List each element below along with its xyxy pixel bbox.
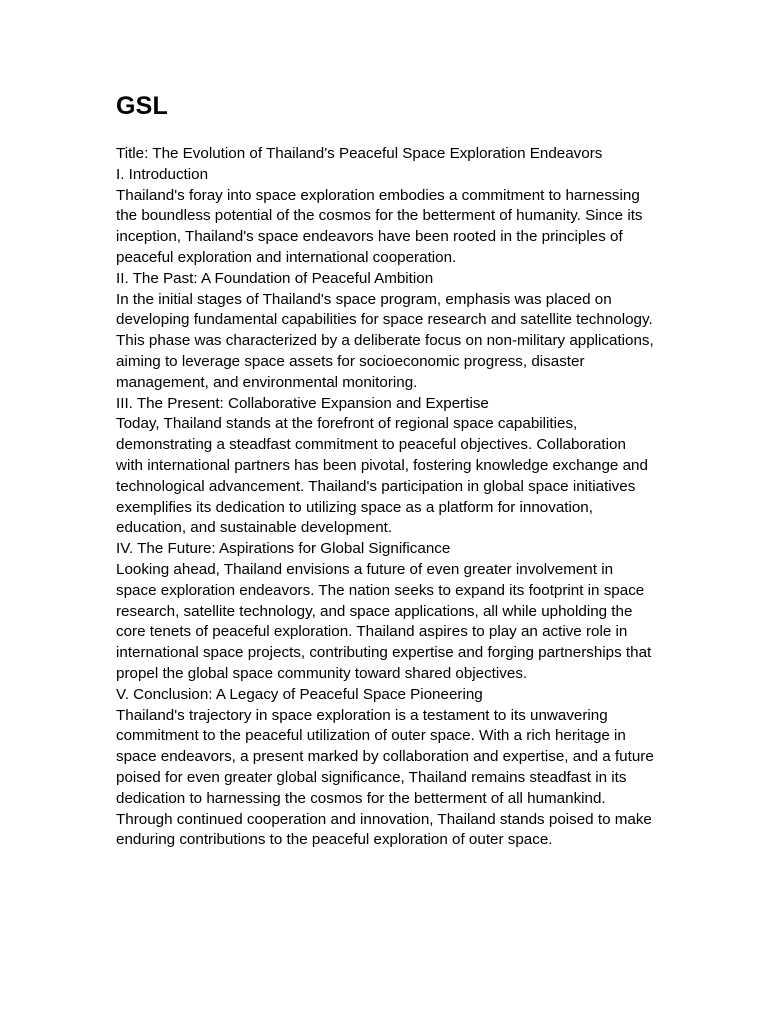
section-heading-future: IV. The Future: Aspirations for Global Significance [116,540,451,558]
section-heading-introduction: I. Introduction [116,165,209,183]
document-title-line: Title: The Evolution of Thailand's Peaceful Space Exploration Endeavors [116,145,603,162]
document-heading: GSL [116,92,168,120]
section-text-conclusion: Thailand's trajectory in space exploration is a testament to its unwavering commitment to the peaceful utilization of outer space. With a rich heritage in space endeavors, a present marked by collaboration and expertise, and a future poised for even greater global significance, Thailand remains steadfast in its dedication to harnessing the cosmos for the betterment of all humankind. Through continued cooperation and innovation, Thailand stands poised to make enduring contributions to the peaceful exploration of outer space. [116,706,654,849]
section-heading-present: III. The Present: Collaborative Expansion and Expertise [116,394,489,412]
document-body [116,144,656,851]
section-text-present: Today, Thailand stands at the forefront of regional space capabilities, demonstrating a steadfast commitment to peaceful objectives. Collaboration with international partners has been pivotal, fostering knowledge exchange and technological advancement. Thailand's participation in global space initiatives exemplifies its dedication to utilizing space as a platform for innovation, education, and sustainable development. [116,415,648,537]
section-text-future: Looking ahead, Thailand envisions a future of even greater involvement in space exploration endeavors. The nation seeks to expand its footprint in space research, satellite technology, and space applications, all while upholding the core tenets of peaceful exploration. Thailand aspires to play an active role in international space projects, contributing expertise and forging partnerships that propel the global space community toward shared objectives. [116,560,652,682]
document-page [116,88,656,851]
section-text-introduction: Thailand's foray into space exploration embodies a commitment to harnessing the boundless potential of the cosmos for the betterment of humanity. Since its inception, Thailand's space endeavors have been rooted in the principles of peaceful exploration and international cooperation. [116,186,643,266]
section-heading-conclusion: V. Conclusion: A Legacy of Peaceful Space Pioneering [116,685,483,703]
section-text-past: In the initial stages of Thailand's space program, emphasis was placed on developing fundamental capabilities for space research and satellite technology. This phase was characterized by a deliberate focus on non-military applications, aiming to leverage space assets for socioeconomic progress, disaster management, and environmental monitoring. [116,290,654,391]
section-heading-past: II. The Past: A Foundation of Peaceful Ambition [116,269,434,287]
